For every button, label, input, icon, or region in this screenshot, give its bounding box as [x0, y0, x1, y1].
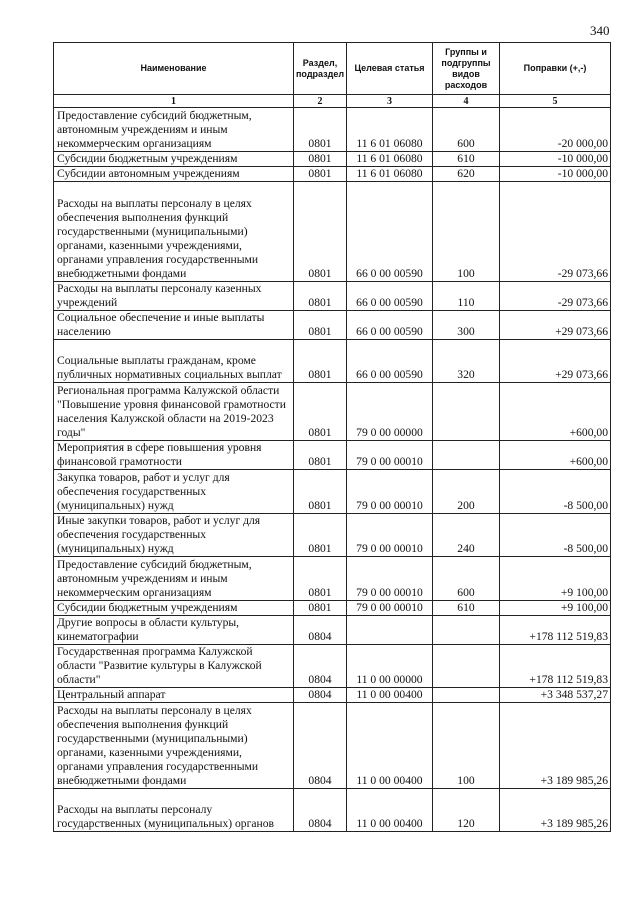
row-name: Мероприятия в сфере повышения уровня финансовой грамотности	[54, 441, 294, 470]
row-amount: +9 100,00	[500, 601, 611, 616]
row-group: 600	[433, 557, 500, 601]
table-row	[54, 789, 611, 832]
row-section: 0801	[294, 152, 347, 167]
row-amount: -8 500,00	[500, 514, 611, 557]
row-article: 79 0 00 00010	[347, 557, 433, 601]
row-section: 0804	[294, 703, 347, 789]
row-section: 0801	[294, 601, 347, 616]
table-row	[54, 383, 611, 441]
row-group: 200	[433, 470, 500, 514]
row-name: Расходы на выплаты персоналу государственных (муниципальных) органов	[54, 789, 294, 832]
row-amount: -29 073,66	[500, 282, 611, 311]
row-article: 66 0 00 00590	[347, 311, 433, 340]
row-amount: +3 348 537,27	[500, 688, 611, 703]
row-amount: +3 189 985,26	[500, 703, 611, 789]
row-group: 610	[433, 152, 500, 167]
row-article: 11 0 00 00400	[347, 688, 433, 703]
row-article: 79 0 00 00010	[347, 514, 433, 557]
row-section: 0801	[294, 340, 347, 383]
header-amendments: Поправки (+,-)	[500, 43, 611, 95]
row-group	[433, 645, 500, 688]
row-amount: -20 000,00	[500, 108, 611, 152]
table-row	[54, 108, 611, 152]
row-article: 11 6 01 06080	[347, 152, 433, 167]
row-group: 120	[433, 789, 500, 832]
row-amount: +9 100,00	[500, 557, 611, 601]
table-row	[54, 470, 611, 514]
row-amount: +178 112 519,83	[500, 645, 611, 688]
row-amount: -10 000,00	[500, 167, 611, 182]
row-group: 620	[433, 167, 500, 182]
header-name: Наименование	[54, 43, 294, 95]
row-article: 11 6 01 06080	[347, 108, 433, 152]
row-name: Расходы на выплаты персоналу в целях обеспечения выполнения функций государственными (муниципальными) органами, казенными учреждениями, органами управления государственными внебюджетными фондами	[54, 182, 294, 282]
row-amount: +29 073,66	[500, 340, 611, 383]
header-row	[54, 43, 611, 95]
row-name: Субсидии автономным учреждениям	[54, 167, 294, 182]
row-name: Региональная программа Калужской области "Повышение уровня финансовой грамотности населения Калужской области на 2019-2023 годы"	[54, 383, 294, 441]
column-number: 1	[54, 95, 294, 108]
row-amount: -10 000,00	[500, 152, 611, 167]
row-article: 66 0 00 00590	[347, 340, 433, 383]
row-amount: +29 073,66	[500, 311, 611, 340]
row-amount: +600,00	[500, 383, 611, 441]
row-group	[433, 688, 500, 703]
row-name: Предоставление субсидий бюджетным, автономным учреждениям и иным некоммерческим организациям	[54, 108, 294, 152]
row-name: Социальные выплаты гражданам, кроме публичных нормативных социальных выплат	[54, 340, 294, 383]
table-row	[54, 152, 611, 167]
row-group: 110	[433, 282, 500, 311]
table-row	[54, 601, 611, 616]
row-section: 0804	[294, 688, 347, 703]
row-group	[433, 441, 500, 470]
table-row	[54, 441, 611, 470]
row-group: 240	[433, 514, 500, 557]
row-amount: -29 073,66	[500, 182, 611, 282]
row-group: 320	[433, 340, 500, 383]
row-section: 0801	[294, 557, 347, 601]
row-amount: +3 189 985,26	[500, 789, 611, 832]
table-row	[54, 282, 611, 311]
row-name: Предоставление субсидий бюджетным, автономным учреждениям и иным некоммерческим организациям	[54, 557, 294, 601]
table-row	[54, 645, 611, 688]
table-row	[54, 616, 611, 645]
table-row	[54, 182, 611, 282]
row-article: 79 0 00 00000	[347, 383, 433, 441]
row-name: Расходы на выплаты персоналу в целях обеспечения выполнения функций государственными (муниципальными) органами, казенными учреждениями, органами управления государственными внебюджетными фондами	[54, 703, 294, 789]
header-section: Раздел, подраздел	[294, 43, 347, 95]
row-group: 600	[433, 108, 500, 152]
row-section: 0801	[294, 167, 347, 182]
row-section: 0804	[294, 645, 347, 688]
row-section: 0801	[294, 311, 347, 340]
row-name: Расходы на выплаты персоналу казенных учреждений	[54, 282, 294, 311]
row-amount: +600,00	[500, 441, 611, 470]
row-article: 11 0 00 00400	[347, 789, 433, 832]
row-article: 11 0 00 00400	[347, 703, 433, 789]
table-row	[54, 703, 611, 789]
table-row	[54, 557, 611, 601]
header-groups: Группы и подгруппы видов расходов	[433, 43, 500, 95]
row-group	[433, 383, 500, 441]
row-section: 0801	[294, 182, 347, 282]
row-article: 66 0 00 00590	[347, 282, 433, 311]
row-name: Субсидии бюджетным учреждениям	[54, 152, 294, 167]
row-section: 0801	[294, 441, 347, 470]
row-amount: +178 112 519,83	[500, 616, 611, 645]
table-row	[54, 311, 611, 340]
row-group: 100	[433, 182, 500, 282]
row-section: 0804	[294, 616, 347, 645]
row-name: Иные закупки товаров, работ и услуг для обеспечения государственных (муниципальных) нужд	[54, 514, 294, 557]
row-section: 0801	[294, 470, 347, 514]
row-name: Центральный аппарат	[54, 688, 294, 703]
row-group: 610	[433, 601, 500, 616]
column-number: 5	[500, 95, 611, 108]
column-number: 3	[347, 95, 433, 108]
row-article: 79 0 00 00010	[347, 470, 433, 514]
table-row	[54, 167, 611, 182]
header-article: Целевая статья	[347, 43, 433, 95]
row-section: 0801	[294, 282, 347, 311]
budget-amendments-table	[53, 42, 611, 832]
row-name: Другие вопросы в области культуры, кинематографии	[54, 616, 294, 645]
row-article: 11 0 00 00000	[347, 645, 433, 688]
column-number-row	[54, 95, 611, 108]
row-name: Закупка товаров, работ и услуг для обеспечения государственных (муниципальных) нужд	[54, 470, 294, 514]
column-number: 2	[294, 95, 347, 108]
row-article: 79 0 00 00010	[347, 441, 433, 470]
row-amount: -8 500,00	[500, 470, 611, 514]
row-group: 300	[433, 311, 500, 340]
row-name: Субсидии бюджетным учреждениям	[54, 601, 294, 616]
row-section: 0804	[294, 789, 347, 832]
row-article	[347, 616, 433, 645]
table-row	[54, 514, 611, 557]
column-number: 4	[433, 95, 500, 108]
table-row	[54, 688, 611, 703]
page-number: 340	[590, 23, 610, 38]
row-group	[433, 616, 500, 645]
row-name: Государственная программа Калужской области "Развитие культуры в Калужской области"	[54, 645, 294, 688]
row-article: 66 0 00 00590	[347, 182, 433, 282]
row-section: 0801	[294, 108, 347, 152]
row-article: 11 6 01 06080	[347, 167, 433, 182]
row-name: Социальное обеспечение и иные выплаты населению	[54, 311, 294, 340]
row-group: 100	[433, 703, 500, 789]
row-section: 0801	[294, 514, 347, 557]
table-row	[54, 340, 611, 383]
row-section: 0801	[294, 383, 347, 441]
row-article: 79 0 00 00010	[347, 601, 433, 616]
